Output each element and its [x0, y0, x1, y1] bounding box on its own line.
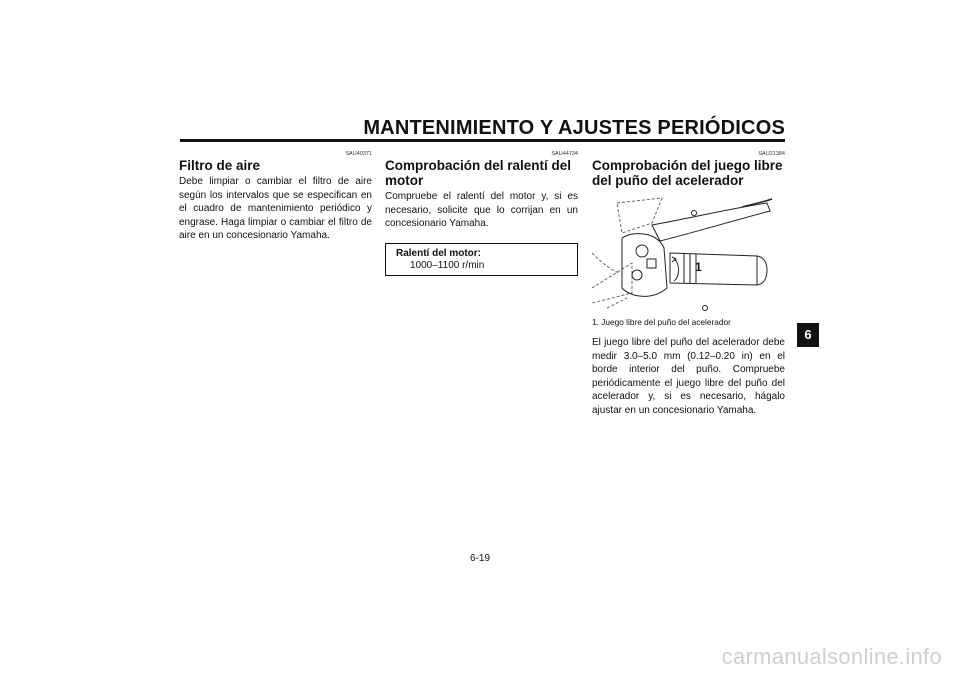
page-header-title: MANTENIMIENTO Y AJUSTES PERIÓDICOS: [363, 117, 785, 139]
watermark: carmanualsonline.info: [721, 644, 942, 669]
throttle-grip-drawing: [592, 193, 785, 315]
section-code: SAU21384: [758, 151, 785, 157]
section-body: Compruebe el ralentí del motor y, si es necesario, solicite que lo corrijan en un concesionario Yamaha.: [385, 191, 578, 229]
section-idle-speed: [385, 150, 578, 276]
section-body: Debe limpiar o cambiar el filtro de aire según los intervalos que se especifican en el cuadro de mantenimiento periódico y engrase. Haga limpiar o cambiar el filtro de aire en un concesionario Yamaha.: [179, 176, 372, 241]
section-title: Comprobación del juego libre del puño del acelerador: [592, 158, 783, 188]
section-title: Filtro de aire: [179, 158, 261, 173]
figure-callout: 1: [695, 260, 702, 274]
header-rule: [180, 139, 785, 142]
section-title: Comprobación del ralentí del motor: [385, 158, 572, 188]
spec-label: Ralentí del motor:: [396, 247, 482, 259]
chapter-tab: 6: [797, 323, 819, 347]
section-throttle-free-play: [592, 150, 785, 417]
section-body: El juego libre del puño del acelerador debe medir 3.0–5.0 mm (0.12–0.20 in) en el borde interior del puño. Compruebe periódicamente el juego libre del puño del acelerador y, si es necesario, hágalo ajustar en un concesionario Yamaha.: [592, 337, 785, 416]
spec-value: 1000–1100 r/min: [410, 259, 485, 271]
section-air-filter: [179, 150, 372, 243]
section-code: SAU44734: [551, 151, 578, 157]
figure-caption: 1. Juego libre del puño del acelerador: [592, 317, 731, 327]
section-code: SAU40371: [345, 151, 372, 157]
spec-box: [385, 243, 578, 276]
throttle-grip-illustration: [592, 193, 785, 315]
page-number: 6-19: [469, 553, 490, 564]
